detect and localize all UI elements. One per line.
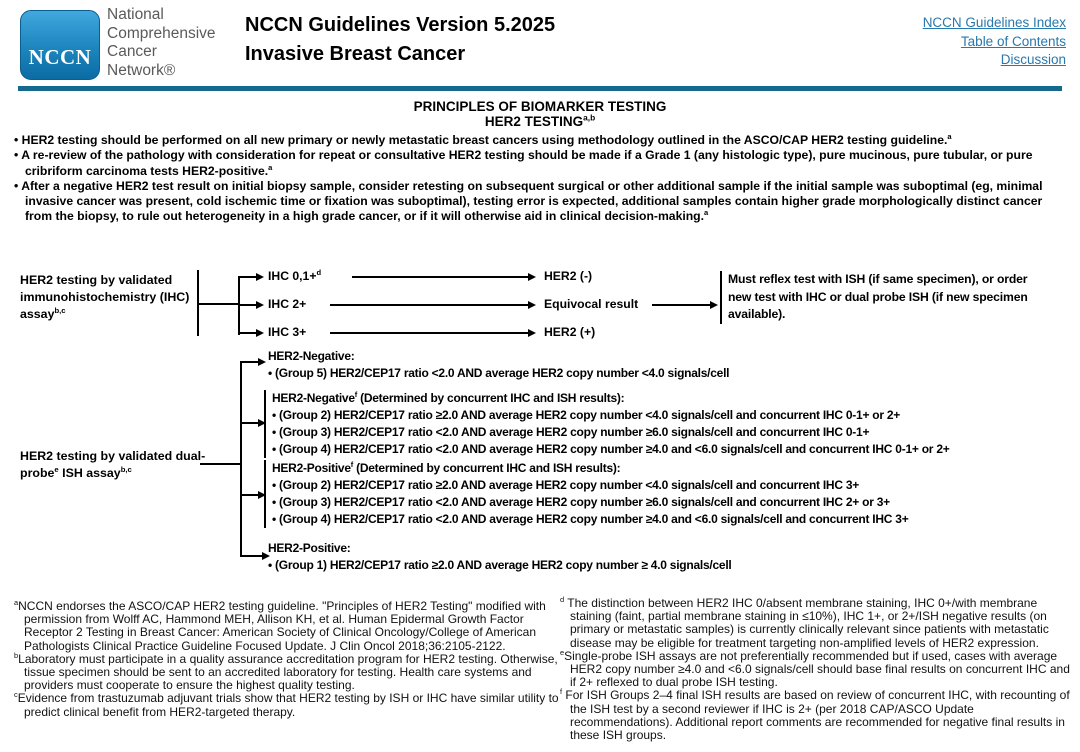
ish-heading: HER2-Negative$^f$ (Determined by concurrent IHC and ISH results): (272, 390, 625, 405)
ish-group-item: • (Group 2) HER2/CEP17 ratio ≥2.0 AND average HER2 copy number <4.0 signals/cell and concurrent IHC 3+ (272, 478, 860, 492)
arrowhead (528, 329, 536, 337)
arrowhead (528, 301, 536, 309)
nccn-logo (20, 10, 100, 80)
bullet-item: • After a negative HER2 test result on initial biopsy sample, consider retesting on subsequent surgical or other additional sample if the initial sample was suboptimal (eg, minimal invasive cancer was present, cold ischemic time or fixation was suboptimal), testing error is expected, additional samples contain higher grade morphologically distinct cancer from the biopsy, to rule out heterogeneity in a high grade cancer, or if it will otherwise aid in clinical decision-making.$^a$ (14, 178, 1043, 224)
footnote-d: $^d$ The distinction between HER2 IHC 0/absent membrane staining, IHC 0+/with membrane staining (faint, partial membrane staining in ≤10%), IHC 1+, or 2+/ISH negative results (on primary or metastatic samples) is currently clinically relevant since patients with metastatic disease may be eligible for treatment targeting non-amplified levels of HER2 expression. (560, 595, 1049, 650)
header-links (923, 14, 1066, 70)
link-table-of-contents[interactable]: Table of Contents (960, 33, 1066, 49)
ish-heading: HER2-Negative: (268, 349, 355, 363)
ish-heading: HER2-Positive$^f$ (Determined by concurrent IHC and ISH results): (272, 460, 621, 475)
arrowhead (256, 301, 264, 309)
ish-group1-block (268, 540, 732, 574)
result-arrow-line (352, 276, 528, 278)
footnotes-left-column (14, 600, 560, 719)
ihc-branch-line (240, 332, 256, 334)
org-name-line: Cancer (107, 43, 157, 60)
section-title: PRINCIPLES OF BIOMARKER TESTING (413, 99, 667, 114)
ihc-score-0-1: IHC 0,1+$^d$ (268, 267, 322, 283)
result-equivocal: Equivocal result (544, 297, 639, 311)
org-name-line: Network® (107, 61, 176, 79)
footnote-c: $^c$Evidence from trastuzumab adjuvant trials show that HER2 testing by ISH or IHC have similar utility to predict clinical benefit from HER2-targeted therapy. (14, 690, 559, 719)
intro-bullets (14, 133, 1066, 225)
result-her2-positive: HER2 (+) (544, 325, 596, 339)
ish-assay-label: HER2 testing by validated dual-probe$^e$ ISH assay$^{b,c}$ (20, 449, 206, 480)
ish-group-item: • (Group 3) HER2/CEP17 ratio <2.0 AND average HER2 copy number ≥6.0 signals/cell and concurrent IHC 0-1+ (272, 425, 870, 439)
section-subtitle: HER2 TESTING$^{a,b}$ (484, 112, 596, 129)
footnotes-right-column (560, 597, 1072, 742)
ish-group-item: • (Group 1) HER2/CEP17 ratio ≥2.0 AND average HER2 copy number ≥ 4.0 signals/cell (268, 558, 732, 572)
nccn-logo-text: NCCN (28, 45, 92, 69)
ish-branch-line (242, 494, 258, 496)
footnote-b: $^b$Laboratory must participate in a quality assurance accreditation program for HER2 testing. Otherwise, tissue specimen should be sent to an accredited laboratory for testing. Health care systems and providers must cooperate to ensure the highest quality testing. (14, 650, 558, 693)
org-name-line: National (107, 6, 164, 23)
ish-bracket-line (240, 361, 242, 557)
arrowhead (710, 301, 718, 309)
header-divider (18, 86, 1062, 91)
ihc-assay-label: HER2 testing by validated immunohistochemistry (IHC) assay$^{b,c}$ (20, 273, 190, 321)
footnote-f: $^f$ For ISH Groups 2–4 final ISH results are based on review of concurrent IHC, with recounting of the ISH test by a second reviewer if IHC is 2+ (per 2018 CAP/ASCO Update recommendations). Additional report comments are recommended for negative final results in these ISH groups. (560, 687, 1070, 743)
ish-branch-line (242, 361, 258, 363)
bullet-item: • A re-review of the pathology with consideration for repeat or consultative HER2 testing should be made if a Grade 1 (any histologic type), pure mucinous, pure tubular, or pure cribriform carcinoma tests HER2-positive.$^a$ (14, 148, 1033, 178)
reflex-test-note: Must reflex test with ISH (if same specimen), or order new test with IHC or dual probe ISH (if new specimen available). (720, 271, 1050, 324)
ish-group5-block (268, 348, 729, 382)
org-name-line: Comprehensive (107, 24, 216, 42)
link-guidelines-index[interactable]: NCCN Guidelines Index (922, 15, 1066, 30)
ish-group-item: • (Group 2) HER2/CEP17 ratio ≥2.0 AND average HER2 copy number <4.0 signals/cell and concurrent IHC 0-1+ or 2+ (272, 408, 901, 422)
equivocal-arrow-line (652, 304, 710, 306)
ish-group-item: • (Group 3) HER2/CEP17 ratio <2.0 AND average HER2 copy number ≥6.0 signals/cell and concurrent IHC 2+ or 3+ (272, 495, 890, 509)
ihc-score-3: IHC 3+ (268, 325, 307, 339)
ish-group-item: • (Group 4) HER2/CEP17 ratio <2.0 AND average HER2 copy number ≥4.0 and <6.0 signals/cell and concurrent IHC 0-1+ or 2+ (272, 442, 950, 456)
bullet-item: • HER2 testing should be performed on all new primary or newly metastatic breast cancers using methodology outlined in the ASCO/CAP HER2 testing guideline.$^a$ (14, 131, 952, 147)
arrowhead (256, 273, 264, 281)
org-name (107, 6, 216, 80)
arrowhead (528, 273, 536, 281)
ish-branch-line (242, 422, 258, 424)
ihc-connector-line (199, 303, 239, 305)
result-arrow-line (330, 332, 528, 334)
ish-heading: HER2-Positive: (268, 541, 351, 555)
guidelines-cancer-title: Invasive Breast Cancer (245, 43, 466, 65)
ihc-score-2: IHC 2+ (268, 297, 307, 311)
footnote-e: $^e$Single-probe ISH assays are not preferentially recommended but if used, cases with average HER2 copy number ≥4.0 and <6.0 signals/cell should base final results on concurrent IHC and if 2+ reflexed to dual probe ISH testing. (560, 647, 1070, 690)
ihc-branch-line (240, 304, 256, 306)
result-her2-negative: HER2 (-) (544, 269, 593, 283)
guidelines-version-title: NCCN Guidelines Version 5.2025 (245, 14, 556, 36)
ish-group-item: • (Group 5) HER2/CEP17 ratio <2.0 AND average HER2 copy number <4.0 signals/cell (268, 366, 730, 380)
ish-negative-concurrent-block (264, 390, 950, 458)
ish-connector-line (200, 463, 241, 465)
ish-group-item: • (Group 4) HER2/CEP17 ratio <2.0 AND average HER2 copy number ≥4.0 and <6.0 signals/cell and concurrent IHC 3+ (272, 512, 909, 526)
result-arrow-line (330, 304, 528, 306)
arrowhead (258, 358, 266, 366)
footnote-a: $^a$NCCN endorses the ASCO/CAP HER2 testing guideline. "Principles of HER2 Testing" modified with permission from Wolff AC, Hammond MEH, Allison KH, et al. Human Epidermal Growth Factor Receptor 2 Testing in Breast Cancer: American Society of Clinical Oncology/College of American Pathologists Clinical Practice Guideline Focused Update. J Clin Oncol 2018;36:2105-2122. (14, 598, 546, 653)
arrowhead (256, 329, 264, 337)
ish-branch-line (242, 555, 262, 557)
ish-positive-concurrent-block (264, 460, 908, 528)
ihc-branch-line (240, 276, 256, 278)
link-discussion[interactable]: Discussion (1000, 52, 1066, 67)
